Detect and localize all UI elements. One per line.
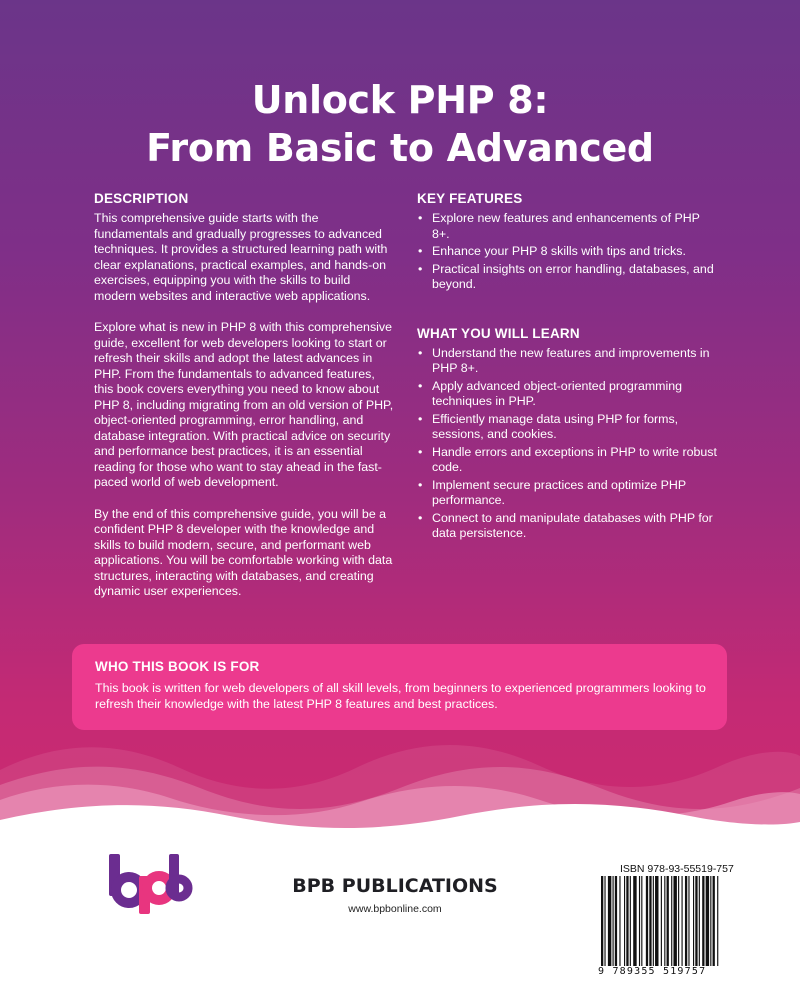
barcode-bar (641, 876, 642, 966)
learn-item-text: Handle errors and exceptions in PHP to write robust code. (432, 444, 717, 474)
description-paragraph: Explore what is new in PHP 8 with this comprehensive guide, excellent for web developers looking to start or refresh their skills and adopt the latest advances in PHP. From the fundamentals to advanced features, this book covers everything you need to know about PHP 8, including migrating from an old version of PHP, object-oriented programming, error handling, and database integration. With practical advice on security and performance best practices, it is an essential reading for those who want to stay ahead in the fast-paced world of web development. (94, 320, 394, 489)
learn-item-text: Understand the new features and improvements in PHP 8+. (432, 345, 710, 375)
barcode-bar (667, 876, 669, 966)
isbn-label: ISBN 978-93-55519-757 (620, 863, 734, 875)
list-item (417, 244, 717, 260)
barcode-bar (682, 876, 683, 966)
barcode-bar (678, 876, 679, 966)
list-item (417, 379, 717, 410)
publisher-url: www.bpbonline.com (348, 903, 442, 915)
wave-decoration (0, 730, 800, 840)
list-item (417, 346, 717, 377)
description-section (94, 191, 394, 600)
barcode-bar (646, 876, 648, 966)
bullet-icon: • (418, 244, 423, 258)
list-item (417, 412, 717, 443)
learn-item-text: Connect to and manipulate databases with PHP for data persistence. (432, 510, 713, 540)
barcode-bar (702, 876, 704, 966)
barcode-bar (615, 876, 617, 966)
barcode-bar (713, 876, 715, 966)
barcode-bar (639, 876, 640, 966)
barcode-bar (695, 876, 697, 966)
barcode-bar (673, 876, 676, 966)
list-item (417, 445, 717, 476)
barcode-bar (601, 876, 603, 966)
barcode-bar (710, 876, 711, 966)
features-section (417, 191, 717, 544)
barcode-bar (613, 876, 614, 966)
learn-list (417, 346, 717, 542)
key-feature-text: Practical insights on error handling, databases, and beyond. (432, 261, 714, 291)
barcode-bar (717, 876, 718, 966)
bullet-icon: • (418, 510, 423, 525)
learn-item-text: Apply advanced object-oriented programming techniques in PHP. (432, 378, 683, 408)
barcode-bar (653, 876, 654, 966)
key-feature-text: Enhance your PHP 8 skills with tips and tricks. (432, 244, 686, 258)
barcode-bar (624, 876, 625, 966)
publisher-name: BPB PUBLICATIONS (292, 875, 498, 897)
key-features-list (417, 211, 717, 293)
book-title (0, 76, 800, 172)
audience-box (72, 644, 727, 730)
list-item (417, 262, 717, 293)
bullet-icon: • (418, 211, 423, 225)
barcode-bar (661, 876, 662, 966)
barcode-bar (608, 876, 611, 966)
learn-heading: WHAT YOU WILL LEARN (417, 325, 580, 341)
list-item (417, 211, 717, 242)
barcode-bar (699, 876, 700, 966)
bullet-icon: • (418, 411, 423, 426)
barcode-bar (671, 876, 672, 966)
barcode-bar (664, 876, 665, 966)
barcode-bar (626, 876, 628, 966)
key-features-heading: KEY FEATURES (417, 191, 523, 206)
barcode-bar (655, 876, 658, 966)
barcode-bar (630, 876, 631, 966)
bullet-icon: • (418, 477, 423, 492)
bullet-icon: • (418, 378, 423, 393)
barcode-bar (649, 876, 651, 966)
bpb-logo (107, 852, 193, 916)
learn-item-text: Implement secure practices and optimize PHP performance. (432, 477, 686, 507)
description-paragraph: This comprehensive guide starts with the fundamentals and gradually progresses to advanced techniques. It provides a structured learning path with clear explanations, practical examples, and hands-on exercises, equipping you with the skills to build modern websites and interactive web applications. (94, 211, 388, 303)
title-line-1: Unlock PHP 8: (251, 78, 549, 122)
list-item (417, 511, 717, 542)
barcode-bar (604, 876, 605, 966)
key-feature-text: Explore new features and enhancements of PHP 8+. (432, 211, 700, 241)
learn-item-text: Efficiently manage data using PHP for forms, sessions, and cookies. (432, 411, 679, 441)
barcode-bar (688, 876, 689, 966)
barcode-bar (633, 876, 636, 966)
barcode-bar (706, 876, 709, 966)
audience-text: This book is written for web developers of all skill levels, from beginners to experienced programmers looking to refresh their knowledge with the latest PHP 8 features and best practices. (95, 681, 706, 711)
barcode (598, 876, 768, 966)
title-line-2: From Basic to Advanced (146, 126, 654, 170)
description-paragraph: By the end of this comprehensive guide, you will be a confident PHP 8 developer with the knowledge and skills to build modern, secure, and performant web applications. You will be comfortable working with data structures, interacting with databases, and creating dynamic user experiences. (94, 506, 393, 598)
bullet-icon: • (418, 345, 423, 360)
bullet-icon: • (418, 444, 423, 459)
description-heading: DESCRIPTION (94, 191, 189, 206)
barcode-bar (693, 876, 694, 966)
barcode-bar (685, 876, 687, 966)
barcode-bar (619, 876, 620, 966)
barcode-digits: 9 789355 519757 (598, 966, 707, 977)
list-item (417, 478, 717, 509)
bullet-icon: • (418, 261, 423, 276)
audience-heading: WHO THIS BOOK IS FOR (95, 659, 260, 674)
